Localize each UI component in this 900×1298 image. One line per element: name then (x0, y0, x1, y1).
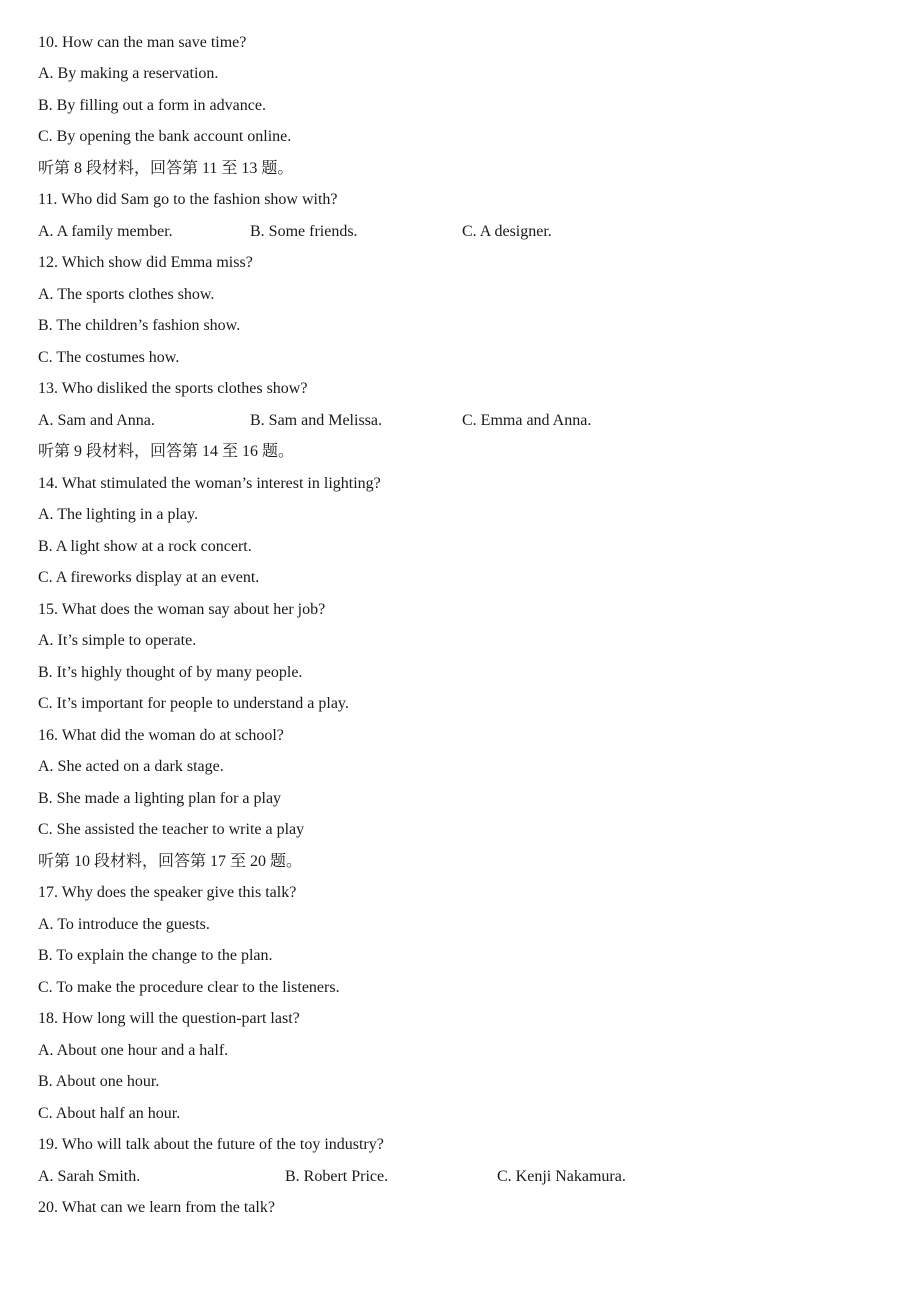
option-18-a: A. About one hour and a half. (38, 1042, 229, 1059)
option-18-c: C. About half an hour. (38, 1105, 181, 1122)
question-20: 20. What can we learn from the talk? (38, 1199, 275, 1216)
option-17-a: A. To introduce the guests. (38, 916, 210, 933)
option-19-c: C. Kenji Nakamura. (497, 1168, 626, 1185)
option-10-a: A. By making a reservation. (38, 65, 219, 82)
option-16-b: B. She made a lighting plan for a play (38, 790, 282, 807)
question-14: 14. What stimulated the woman’s interest in lighting? (38, 475, 381, 492)
option-19-b: B. Robert Price. (285, 1168, 389, 1185)
section-heading-10: 听第 10 段材料，回答第 17 至 20 题。 (38, 853, 303, 870)
option-19-a: A. Sarah Smith. (38, 1168, 141, 1185)
question-19: 19. Who will talk about the future of the toy industry? (38, 1136, 384, 1153)
option-16-a: A. She acted on a dark stage. (38, 758, 224, 775)
question-13: 13. Who disliked the sports clothes show? (38, 380, 308, 397)
question-15: 15. What does the woman say about her job? (38, 601, 326, 618)
option-13-c: C. Emma and Anna. (462, 412, 592, 429)
question-11: 11. Who did Sam go to the fashion show with? (38, 191, 338, 208)
option-11-c: C. A designer. (462, 223, 552, 240)
option-12-a: A. The sports clothes show. (38, 286, 215, 303)
section-heading-8: 听第 8 段材料，回答第 11 至 13 题。 (38, 160, 294, 177)
option-14-b: B. A light show at a rock concert. (38, 538, 252, 555)
option-10-b: B. By filling out a form in advance. (38, 97, 266, 114)
option-16-c: C. She assisted the teacher to write a play (38, 821, 305, 838)
option-13-a: A. Sam and Anna. (38, 412, 155, 429)
option-13-b: B. Sam and Melissa. (250, 412, 382, 429)
question-10: 10. How can the man save time? (38, 34, 247, 51)
option-18-b: B. About one hour. (38, 1073, 160, 1090)
option-11-b: B. Some friends. (250, 223, 358, 240)
question-16: 16. What did the woman do at school? (38, 727, 284, 744)
option-17-c: C. To make the procedure clear to the listeners. (38, 979, 340, 996)
option-17-b: B. To explain the change to the plan. (38, 947, 273, 964)
option-14-a: A. The lighting in a play. (38, 506, 198, 523)
option-15-c: C. It’s important for people to understand a play. (38, 695, 349, 712)
option-11-a: A. A family member. (38, 223, 173, 240)
option-12-b: B. The children’s fashion show. (38, 317, 241, 334)
question-18: 18. How long will the question-part last? (38, 1010, 300, 1027)
option-15-b: B. It’s highly thought of by many people. (38, 664, 303, 681)
option-10-c: C. By opening the bank account online. (38, 128, 292, 145)
question-17: 17. Why does the speaker give this talk? (38, 884, 297, 901)
option-12-c: C. The costumes how. (38, 349, 180, 366)
question-12: 12. Which show did Emma miss? (38, 254, 253, 271)
option-14-c: C. A fireworks display at an event. (38, 569, 260, 586)
option-15-a: A. It’s simple to operate. (38, 632, 197, 649)
section-heading-9: 听第 9 段材料，回答第 14 至 16 题。 (38, 443, 295, 460)
